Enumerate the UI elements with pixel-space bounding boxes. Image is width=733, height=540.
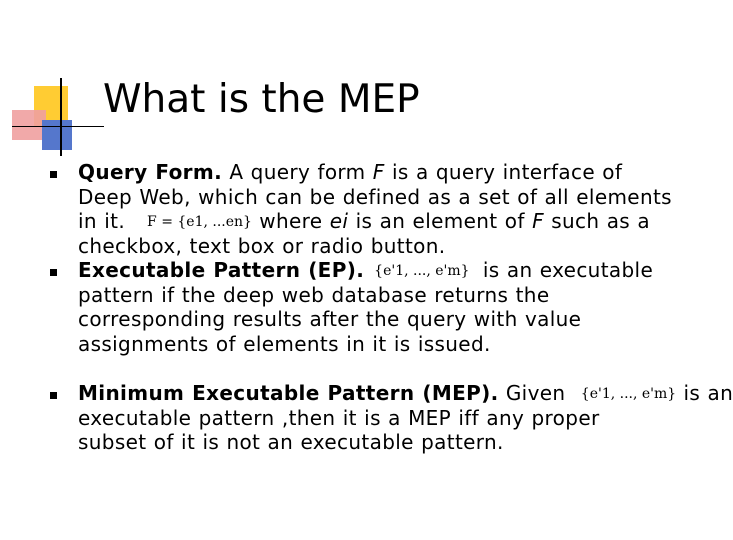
- text-line: [78, 209, 718, 234]
- text-span: in it.: [78, 209, 126, 234]
- bullet-marker-1: [50, 171, 57, 178]
- bullet-executable-pattern: [78, 258, 718, 356]
- text-span: corresponding results after the query with value: [78, 307, 582, 332]
- logo-horizontal-line: [12, 126, 104, 127]
- term-executable-pattern: Executable Pattern (EP).: [78, 258, 365, 282]
- variable-f: F: [532, 209, 544, 234]
- text-span: checkbox, text box or radio button.: [78, 233, 446, 258]
- text-line: [78, 160, 718, 185]
- text-span: assignments of elements in it is issued.: [78, 331, 491, 356]
- text-span: is an element of: [348, 209, 533, 234]
- bullet-minimum-executable-pattern: [78, 381, 733, 455]
- slide-title: What is the MEP: [103, 77, 420, 122]
- formula-ep-set: {e'1, ..., e'm}: [374, 263, 470, 279]
- text-span: executable pattern ,then it is a MEP iff any proper: [78, 405, 600, 430]
- text-line: [78, 185, 718, 210]
- logo-pink-square: [12, 110, 46, 140]
- variable-f: F: [372, 160, 385, 184]
- bullet-query-form: [78, 160, 718, 258]
- text-line: [78, 332, 718, 357]
- term-minimum-executable-pattern: Minimum Executable Pattern (MEP).: [78, 381, 499, 405]
- text-span: is a query interface of: [384, 160, 623, 184]
- formula-f-set: F = {e1, ...en}: [147, 214, 252, 231]
- text-span: Deep Web, which can be defined as a set of all elements: [78, 184, 672, 209]
- text-line: [78, 430, 718, 455]
- text-line: [78, 381, 733, 406]
- logo-blue-square: [42, 120, 72, 150]
- text-line: [78, 406, 718, 431]
- text-line: [78, 234, 718, 259]
- text-span: is an: [676, 381, 733, 405]
- text-line: [78, 258, 718, 283]
- text-span: such as a: [543, 209, 650, 234]
- text-line: [78, 283, 718, 308]
- text-span: subset of it is not an executable pattern.: [78, 430, 504, 455]
- text-span: is an executable: [475, 258, 654, 282]
- text-span: A query form: [222, 160, 373, 184]
- formula-mep-set: {e'1, ..., e'm}: [580, 386, 677, 402]
- logo-vertical-line: [60, 78, 62, 156]
- variable-ei: ei: [329, 209, 349, 234]
- text-span: where: [251, 209, 330, 234]
- term-query-form: Query Form.: [78, 160, 223, 184]
- text-span: Given: [498, 381, 573, 405]
- text-span: pattern if the deep web database returns the: [78, 282, 550, 307]
- text-line: [78, 307, 718, 332]
- bullet-marker-3: [50, 392, 57, 399]
- bullet-marker-2: [50, 269, 57, 276]
